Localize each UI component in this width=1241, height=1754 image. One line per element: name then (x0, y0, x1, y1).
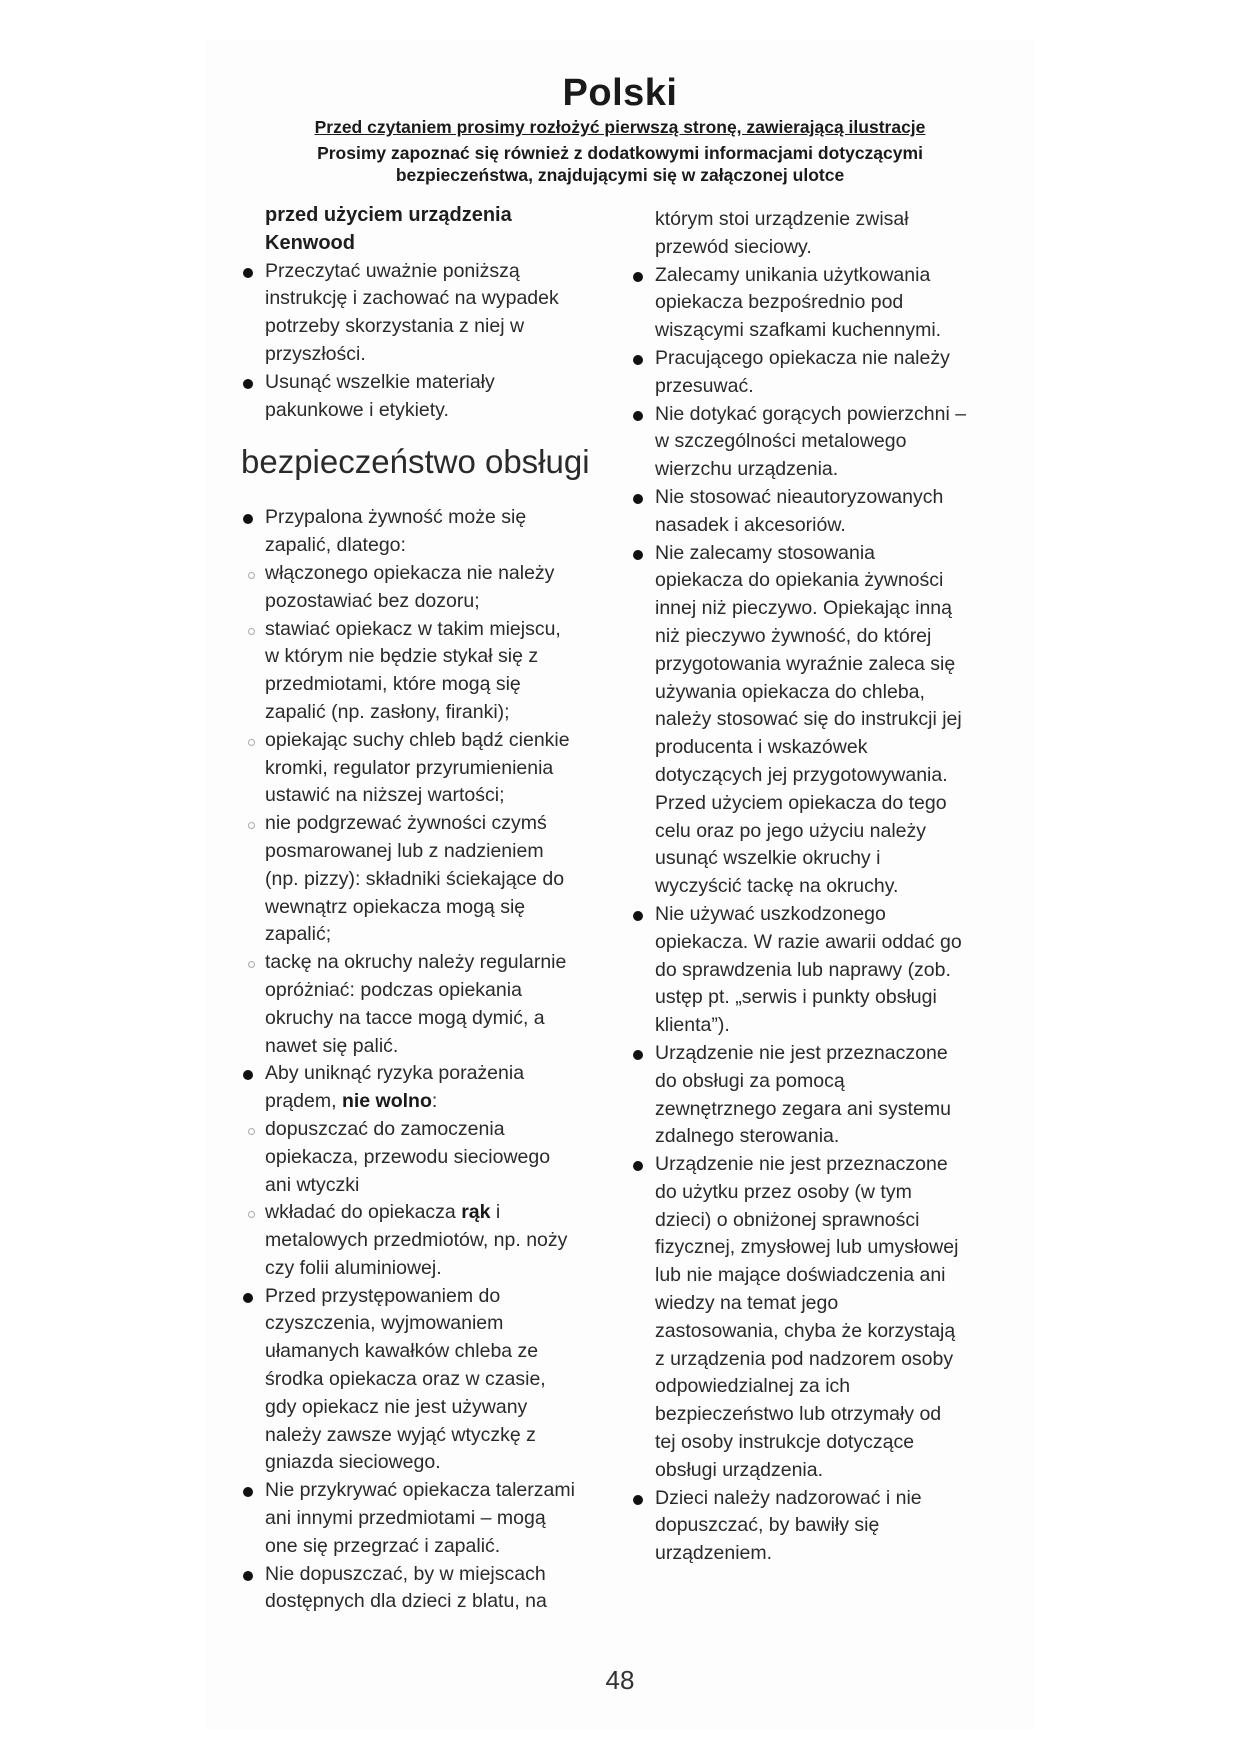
text-line: tej osoby instrukcje dotyczące (655, 1431, 915, 1454)
text-line: metalowych przedmiotów, np. noży (265, 1229, 568, 1252)
bullet-item: Nie używać uszkodzonego (655, 901, 1025, 929)
bullet-item: Nie stosować nieautoryzowanych (655, 484, 1025, 512)
text-line: czyszczenia, wyjmowaniem (265, 1312, 504, 1335)
safety-notice-line: bezpieczeństwa, znajdującymi się w załączonej ulotce (395, 165, 845, 185)
text-run: wkładać do opiekacza (265, 1201, 462, 1224)
safety-notice-line: Prosimy zapoznać się również z dodatkowymi informacjami dotyczącymi (317, 143, 923, 163)
text-line: wiedzy na temat jego (655, 1292, 839, 1315)
text-line: używania opiekacza do chleba, (655, 680, 925, 703)
text-line: wewnątrz opiekacza mogą się (265, 895, 526, 918)
text-line: klienta”). (655, 1014, 730, 1037)
bullet-item: Urządzenie nie jest przeznaczone (655, 1040, 1025, 1068)
text-line: one się przegrzać i zapalić. (265, 1534, 501, 1557)
bullet-item: Pracującego opiekacza nie należy (655, 345, 1025, 373)
text-line: posmarowanej lub z nadzieniem (265, 839, 544, 862)
text-line: ustęp pt. „serwis i punkty obsługi (655, 986, 937, 1009)
text-line: pakunkowe i etykiety. (265, 398, 449, 421)
text-line: okruchy na tacce mogą dymić, a (265, 1006, 545, 1029)
intro-heading: przed użyciem urządzenia (265, 204, 512, 226)
text-line: wiszącymi szafkami kuchennymi. (655, 319, 942, 342)
text-line: nasadek i akcesoriów. (655, 513, 846, 536)
right-column (655, 206, 1025, 1568)
bullet-item: Przeczytać uważnie poniższą (265, 258, 625, 286)
text-line: zdalnego sterowania. (655, 1125, 840, 1148)
text-line: usunąć wszelkie okruchy i (655, 847, 881, 870)
text-line: do obsługi za pomocą (655, 1069, 845, 1092)
text-line: fizycznej, zmysłowej lub umysłowej (655, 1236, 959, 1259)
text-line: nawet się palić. (265, 1034, 399, 1057)
text-line: należy stosować się do instrukcji jej (655, 708, 962, 731)
text-line: pozostawiać bez dozoru; (265, 589, 480, 612)
text-line (265, 1088, 625, 1116)
text-line: wyczyścić tackę na okruchy. (655, 875, 899, 898)
text-line: ustawić na niższej wartości; (265, 784, 505, 807)
text-line: opiekacza, przewodu sieciowego (265, 1145, 551, 1168)
sub-bullet-item: dopuszczać do zamoczenia (265, 1116, 625, 1144)
text-line: zastosowania, chyba że korzystają (655, 1319, 956, 1342)
text-line: przygotowania wyraźnie zaleca się (655, 652, 956, 675)
text-line: opiekacza do opiekania żywności (655, 569, 944, 592)
text-line: opróżniać: podczas opiekania (265, 978, 522, 1001)
emphasis-text: nie wolno (341, 1090, 432, 1113)
text-line: gdy opiekacz nie jest używany (265, 1395, 528, 1418)
bullet-item: Przypalona żywność może się (265, 504, 625, 532)
text-line: kromki, regulator przyrumienienia (265, 756, 554, 779)
text-line: dzieci) o obniżonej sprawności (655, 1208, 920, 1231)
text-line: w szczególności metalowego (655, 430, 907, 453)
text-line: do sprawdzenia lub naprawy (zob. (655, 958, 951, 981)
text-line: z urządzenia pod nadzorem osoby (655, 1347, 954, 1370)
bullet-item: Aby uniknąć ryzyka porażenia (265, 1060, 625, 1088)
manual-page (205, 40, 1035, 1730)
bullet-item: Nie zalecamy stosowania (655, 540, 1025, 568)
text-line: czy folii aluminiowej. (265, 1256, 442, 1279)
text-line: dostępnych dla dzieci z blatu, na (265, 1590, 547, 1613)
text-line: należy zawsze wyjąć wtyczkę z (265, 1423, 536, 1446)
text-line: zapalić (np. zasłony, firanki); (265, 700, 510, 723)
text-run: i (490, 1201, 501, 1224)
text-line: niż pieczywo żywność, do której (655, 624, 932, 647)
sub-bullet-item: stawiać opiekacz w takim miejscu, (265, 616, 625, 644)
text-line: opiekacza bezpośrednio pod (655, 291, 904, 314)
text-line: innej niż pieczywo. Opiekając inną (655, 597, 952, 620)
safety-leaflet-notice (205, 142, 1035, 186)
text-line: ułamanych kawałków chleba ze (265, 1340, 539, 1363)
text-line: odpowiedzialnej za ich (655, 1375, 851, 1398)
text-line: ani wtyczki (265, 1173, 360, 1196)
bullet-item: Zalecamy unikania użytkowania (655, 262, 1025, 290)
text-line: którym stoi urządzenie zwisał (655, 208, 909, 230)
bullet-item: Dzieci należy nadzorować i nie (655, 1485, 1025, 1513)
text-line: w którym nie będzie stykał się z (265, 645, 539, 668)
text-line: dopuszczać, by bawiły się (655, 1514, 880, 1537)
text-line: potrzeby skorzystania z niej w (265, 315, 525, 338)
page-title: Polski (562, 72, 678, 114)
text-line: zapalić, dlatego: (265, 534, 406, 557)
bullet-item: Urządzenie nie jest przeznaczone (655, 1151, 1025, 1179)
bullet-item: Nie dopuszczać, by w miejscach (265, 1561, 625, 1589)
text-line: przyszłości. (265, 342, 366, 365)
sub-bullet-item: tackę na okruchy należy regularnie (265, 949, 625, 977)
text-line: gniazda sieciowego. (265, 1451, 441, 1474)
emphasis-text: rąk (461, 1201, 491, 1224)
left-column (241, 202, 625, 1616)
text-line: (np. pizzy): składniki ściekające do (265, 867, 565, 890)
sub-bullet-item (265, 1199, 625, 1227)
text-line: celu oraz po jego użyciu należy (655, 819, 926, 842)
section-heading: bezpieczeństwo obsługi (241, 443, 590, 481)
page-number: 48 (605, 1665, 635, 1695)
sub-bullet-item: włączonego opiekacza nie należy (265, 560, 625, 588)
text-line: wierzchu urządzenia. (655, 458, 839, 481)
text-line: urządzeniem. (655, 1542, 773, 1565)
text-line: środka opiekacza oraz w czasie, (265, 1368, 546, 1391)
text-line: instrukcję i zachować na wypadek (265, 287, 559, 310)
text-line: przewód sieciowy. (655, 235, 812, 258)
text-line: przedmiotami, które mogą się (265, 673, 521, 696)
text-line: lub nie mające doświadczenia ani (655, 1264, 946, 1287)
bullet-item: Przed przystępowaniem do (265, 1283, 625, 1311)
sub-bullet-item: nie podgrzewać żywności czymś (265, 810, 625, 838)
text-line: bezpieczeństwo lub otrzymały od (655, 1403, 942, 1426)
text-line: Przed użyciem opiekacza do tego (655, 791, 947, 814)
text-line: zewnętrznego zegara ani systemu (655, 1097, 951, 1120)
bullet-item: Nie przykrywać opiekacza talerzami (265, 1477, 625, 1505)
text-line: ani innymi przedmiotami – mogą (265, 1507, 546, 1530)
bullet-item: Nie dotykać gorących powierzchni – (655, 401, 1025, 429)
text-run: prądem, (265, 1090, 342, 1113)
text-run: : (431, 1090, 438, 1113)
text-line: dotyczących jej przygotowywania. (655, 763, 948, 786)
text-line: producenta i wskazówek (655, 736, 868, 759)
text-line: przesuwać. (655, 374, 754, 397)
text-line: do użytku przez osoby (w tym (655, 1180, 912, 1203)
unfold-notice: Przed czytaniem prosimy rozłożyć pierwszą stronę, zawierającą ilustracje (314, 117, 926, 137)
sub-bullet-item: opiekając suchy chleb bądź cienkie (265, 727, 625, 755)
intro-heading: Kenwood (265, 231, 355, 254)
text-line: zapalić; (265, 923, 332, 946)
text-line: opiekacza. W razie awarii oddać go (655, 930, 962, 953)
text-line: obsługi urządzenia. (655, 1458, 824, 1481)
bullet-item: Usunąć wszelkie materiały (265, 369, 625, 397)
